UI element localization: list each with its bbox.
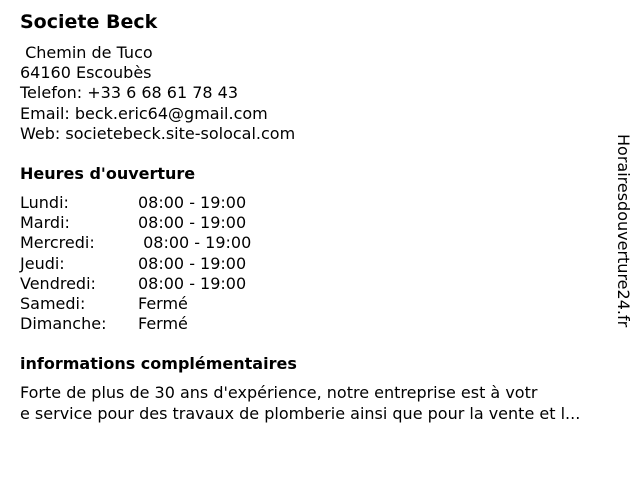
- info-line: e service pour des travaux de plomberie ainsi que pour la vente et l...: [20, 403, 581, 423]
- time-value: 08:00 - 19:00: [138, 273, 247, 293]
- company-name: Societe Beck: [20, 11, 158, 33]
- day-label: Vendredi:: [20, 273, 96, 293]
- phone-number: Telefon: +33 6 68 61 78 43: [20, 83, 239, 103]
- hours-row-sunday: [20, 314, 251, 334]
- time-value: 08:00 - 19:00: [138, 253, 247, 273]
- opening-hours-table: [20, 193, 251, 334]
- time-value: 08:00 - 19:00: [138, 193, 247, 212]
- time-value: Fermé: [138, 314, 188, 334]
- day-label: Jeudi:: [20, 253, 65, 273]
- time-value: 08:00 - 19:00: [138, 213, 247, 233]
- email-address: Email: beck.eric64@gmail.com: [20, 103, 268, 123]
- hours-row-saturday: [20, 294, 251, 314]
- hours-row-wednesday: [20, 233, 251, 253]
- day-label: Mardi:: [20, 213, 70, 233]
- opening-hours-heading: Heures d'ouverture: [20, 164, 196, 183]
- additional-info-text: [20, 383, 632, 424]
- postal-city: 64160 Escoubès: [20, 63, 152, 83]
- hours-row-monday: [20, 193, 251, 213]
- day-label: Dimanche:: [20, 314, 107, 334]
- day-label: Mercredi:: [20, 233, 95, 253]
- additional-info-heading: informations complémentaires: [20, 354, 297, 373]
- hours-row-tuesday: [20, 213, 251, 233]
- day-label: Samedi:: [20, 294, 86, 314]
- info-line: Forte de plus de 30 ans d'expérience, notre entreprise est à votr: [20, 383, 538, 402]
- site-watermark: Horairesdouverture24.fr: [614, 134, 633, 328]
- time-value: Fermé: [138, 294, 188, 314]
- contact-block: [20, 43, 295, 144]
- time-value: 08:00 - 19:00: [138, 233, 252, 253]
- day-label: Lundi:: [20, 193, 69, 212]
- website-address: Web: societebeck.site-solocal.com: [20, 123, 296, 143]
- hours-row-thursday: [20, 254, 251, 274]
- hours-row-friday: [20, 274, 251, 294]
- street-address: Chemin de Tuco: [20, 43, 153, 62]
